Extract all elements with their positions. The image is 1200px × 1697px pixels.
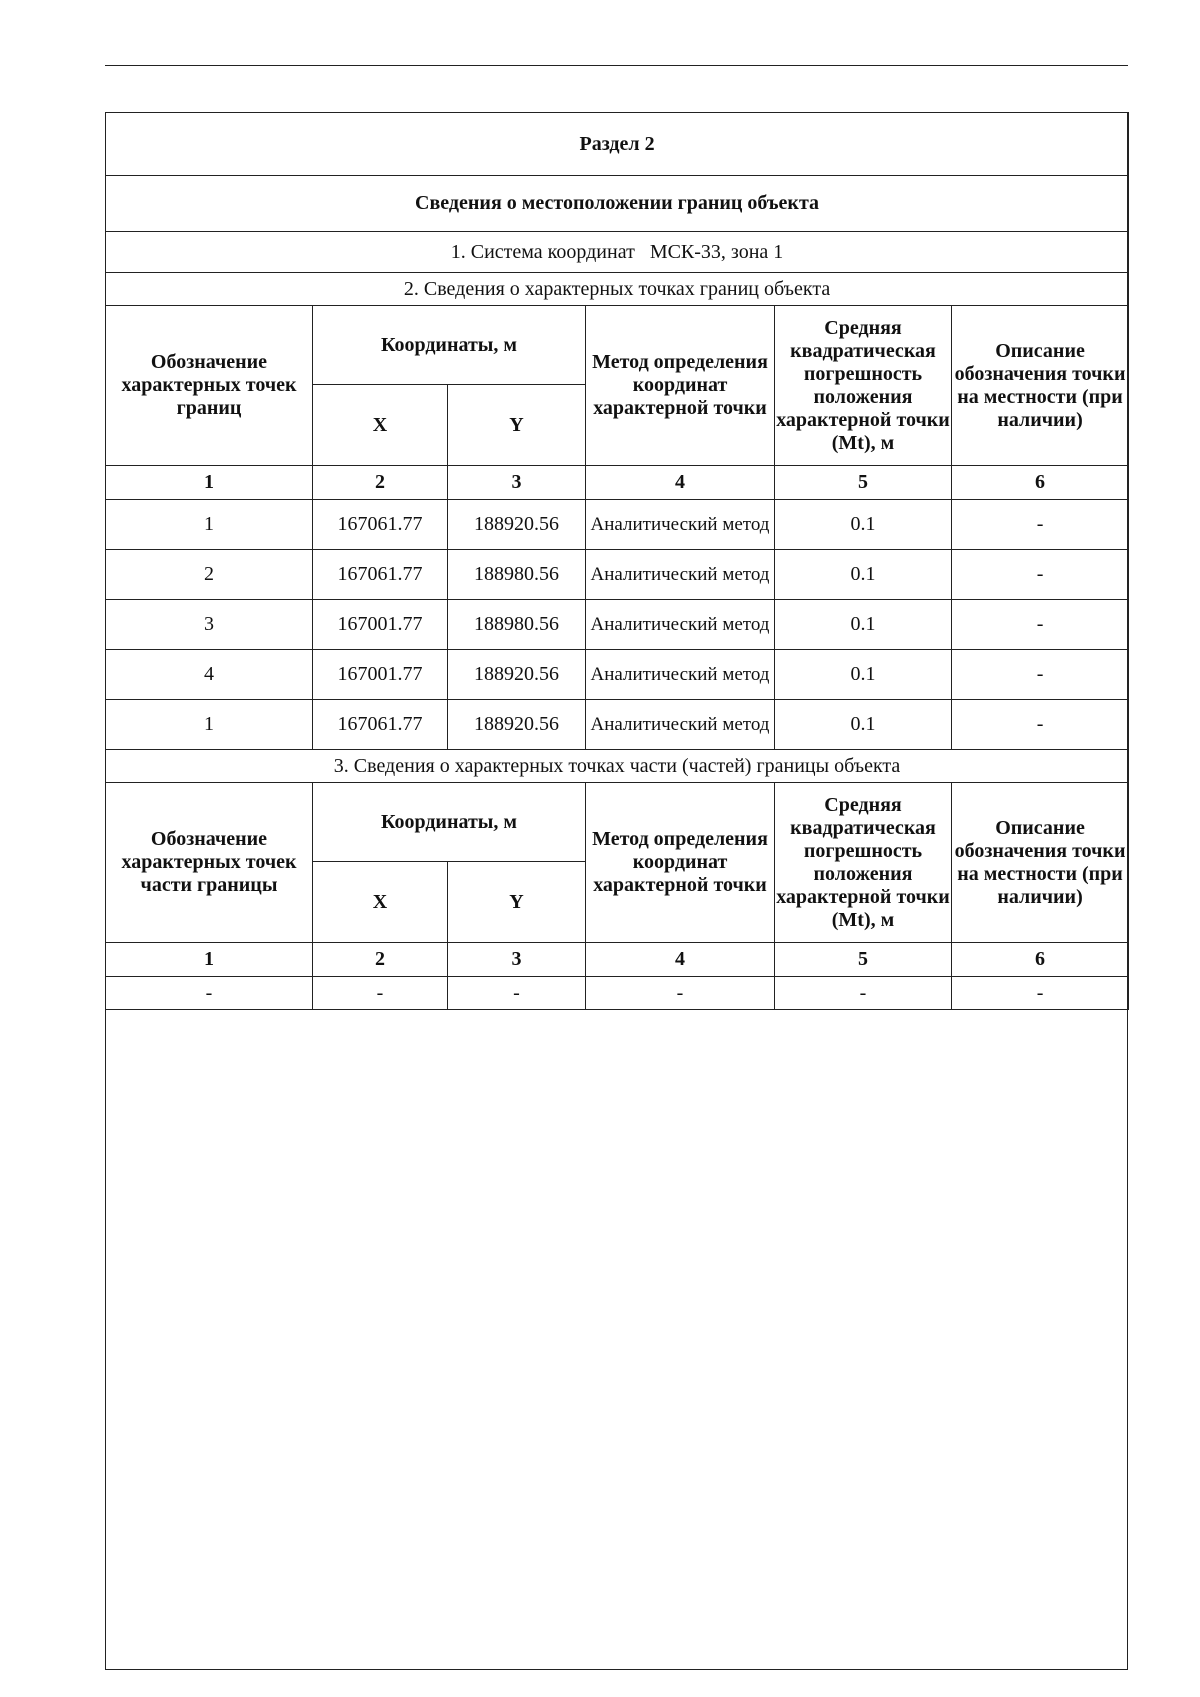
- table-row: [106, 650, 1129, 700]
- header-description: Описание обозначения точки на местности (при наличии): [952, 306, 1129, 466]
- cell-method: Аналитический метод: [586, 500, 775, 550]
- col-number: 5: [775, 943, 952, 977]
- section-table: [105, 112, 1129, 1010]
- coordinate-system-label: 1. Система координат: [450, 240, 635, 263]
- cell-y: 188980.56: [448, 600, 586, 650]
- cell-desc: -: [952, 550, 1129, 600]
- header-description: Описание обозначения точки на местности (при наличии): [952, 783, 1129, 943]
- cell-x: 167061.77: [313, 550, 448, 600]
- cell-point: 2: [106, 550, 313, 600]
- cell-method: Аналитический метод: [586, 550, 775, 600]
- col-number: 1: [106, 943, 313, 977]
- cell-desc: -: [952, 650, 1129, 700]
- cell-point: 3: [106, 600, 313, 650]
- col-number: 6: [952, 466, 1129, 500]
- table-row: [106, 500, 1129, 550]
- table1-caption: 2. Сведения о характерных точках границ объекта: [106, 273, 1129, 306]
- col-number: 4: [586, 943, 775, 977]
- cell-mt: 0.1: [775, 650, 952, 700]
- header-coords: Координаты, м: [313, 783, 586, 862]
- col-number: 1: [106, 466, 313, 500]
- header-designation: Обозначение характерных точек части границы: [106, 783, 313, 943]
- table-row: [106, 550, 1129, 600]
- cell-point: 4: [106, 650, 313, 700]
- header-method: Метод определения координат характерной точки: [586, 306, 775, 466]
- cell-y: 188920.56: [448, 700, 586, 750]
- cell-mt: 0.1: [775, 550, 952, 600]
- coordinate-system-value: МСК-33, зона 1: [649, 240, 784, 263]
- col-number: 6: [952, 943, 1129, 977]
- col-number: 3: [448, 943, 586, 977]
- cell-y: -: [448, 977, 586, 1010]
- cell-x: 167001.77: [313, 650, 448, 700]
- header-method: Метод определения координат характерной точки: [586, 783, 775, 943]
- cell-point: -: [106, 977, 313, 1010]
- cell-desc: -: [952, 700, 1129, 750]
- coordinate-system: [106, 232, 1129, 273]
- cell-x: 167061.77: [313, 700, 448, 750]
- cell-method: Аналитический метод: [586, 700, 775, 750]
- cell-point: 1: [106, 700, 313, 750]
- cell-y: 188920.56: [448, 650, 586, 700]
- header-error: Средняя квадратическая погрешность положения характерной точки (Mt), м: [775, 306, 952, 466]
- cell-mt: 0.1: [775, 500, 952, 550]
- cell-y: 188980.56: [448, 550, 586, 600]
- col-number: 4: [586, 466, 775, 500]
- table-row: [106, 700, 1129, 750]
- col-number: 2: [313, 466, 448, 500]
- header-x: X: [313, 862, 448, 943]
- top-rule: [105, 65, 1128, 66]
- cell-method: Аналитический метод: [586, 650, 775, 700]
- table-row: [106, 977, 1129, 1010]
- col-number: 5: [775, 466, 952, 500]
- page-subtitle: Сведения о местоположении границ объекта: [106, 176, 1129, 232]
- cell-desc: -: [952, 600, 1129, 650]
- cell-method: Аналитический метод: [586, 600, 775, 650]
- header-designation: Обозначение характерных точек границ: [106, 306, 313, 466]
- cell-x: 167061.77: [313, 500, 448, 550]
- col-number: 3: [448, 466, 586, 500]
- table-row: [106, 600, 1129, 650]
- cell-desc: -: [952, 500, 1129, 550]
- table2-caption: 3. Сведения о характерных точках части (частей) границы объекта: [106, 750, 1129, 783]
- header-x: X: [313, 385, 448, 466]
- cell-mt: 0.1: [775, 600, 952, 650]
- section-title: Раздел 2: [106, 113, 1129, 176]
- cell-desc: -: [952, 977, 1129, 1010]
- cell-point: 1: [106, 500, 313, 550]
- header-y: Y: [448, 385, 586, 466]
- cell-mt: 0.1: [775, 700, 952, 750]
- cell-x: 167001.77: [313, 600, 448, 650]
- cell-x: -: [313, 977, 448, 1010]
- header-coords: Координаты, м: [313, 306, 586, 385]
- cell-method: -: [586, 977, 775, 1010]
- cell-y: 188920.56: [448, 500, 586, 550]
- header-error: Средняя квадратическая погрешность положения характерной точки (Mt), м: [775, 783, 952, 943]
- cell-mt: -: [775, 977, 952, 1010]
- col-number: 2: [313, 943, 448, 977]
- header-y: Y: [448, 862, 586, 943]
